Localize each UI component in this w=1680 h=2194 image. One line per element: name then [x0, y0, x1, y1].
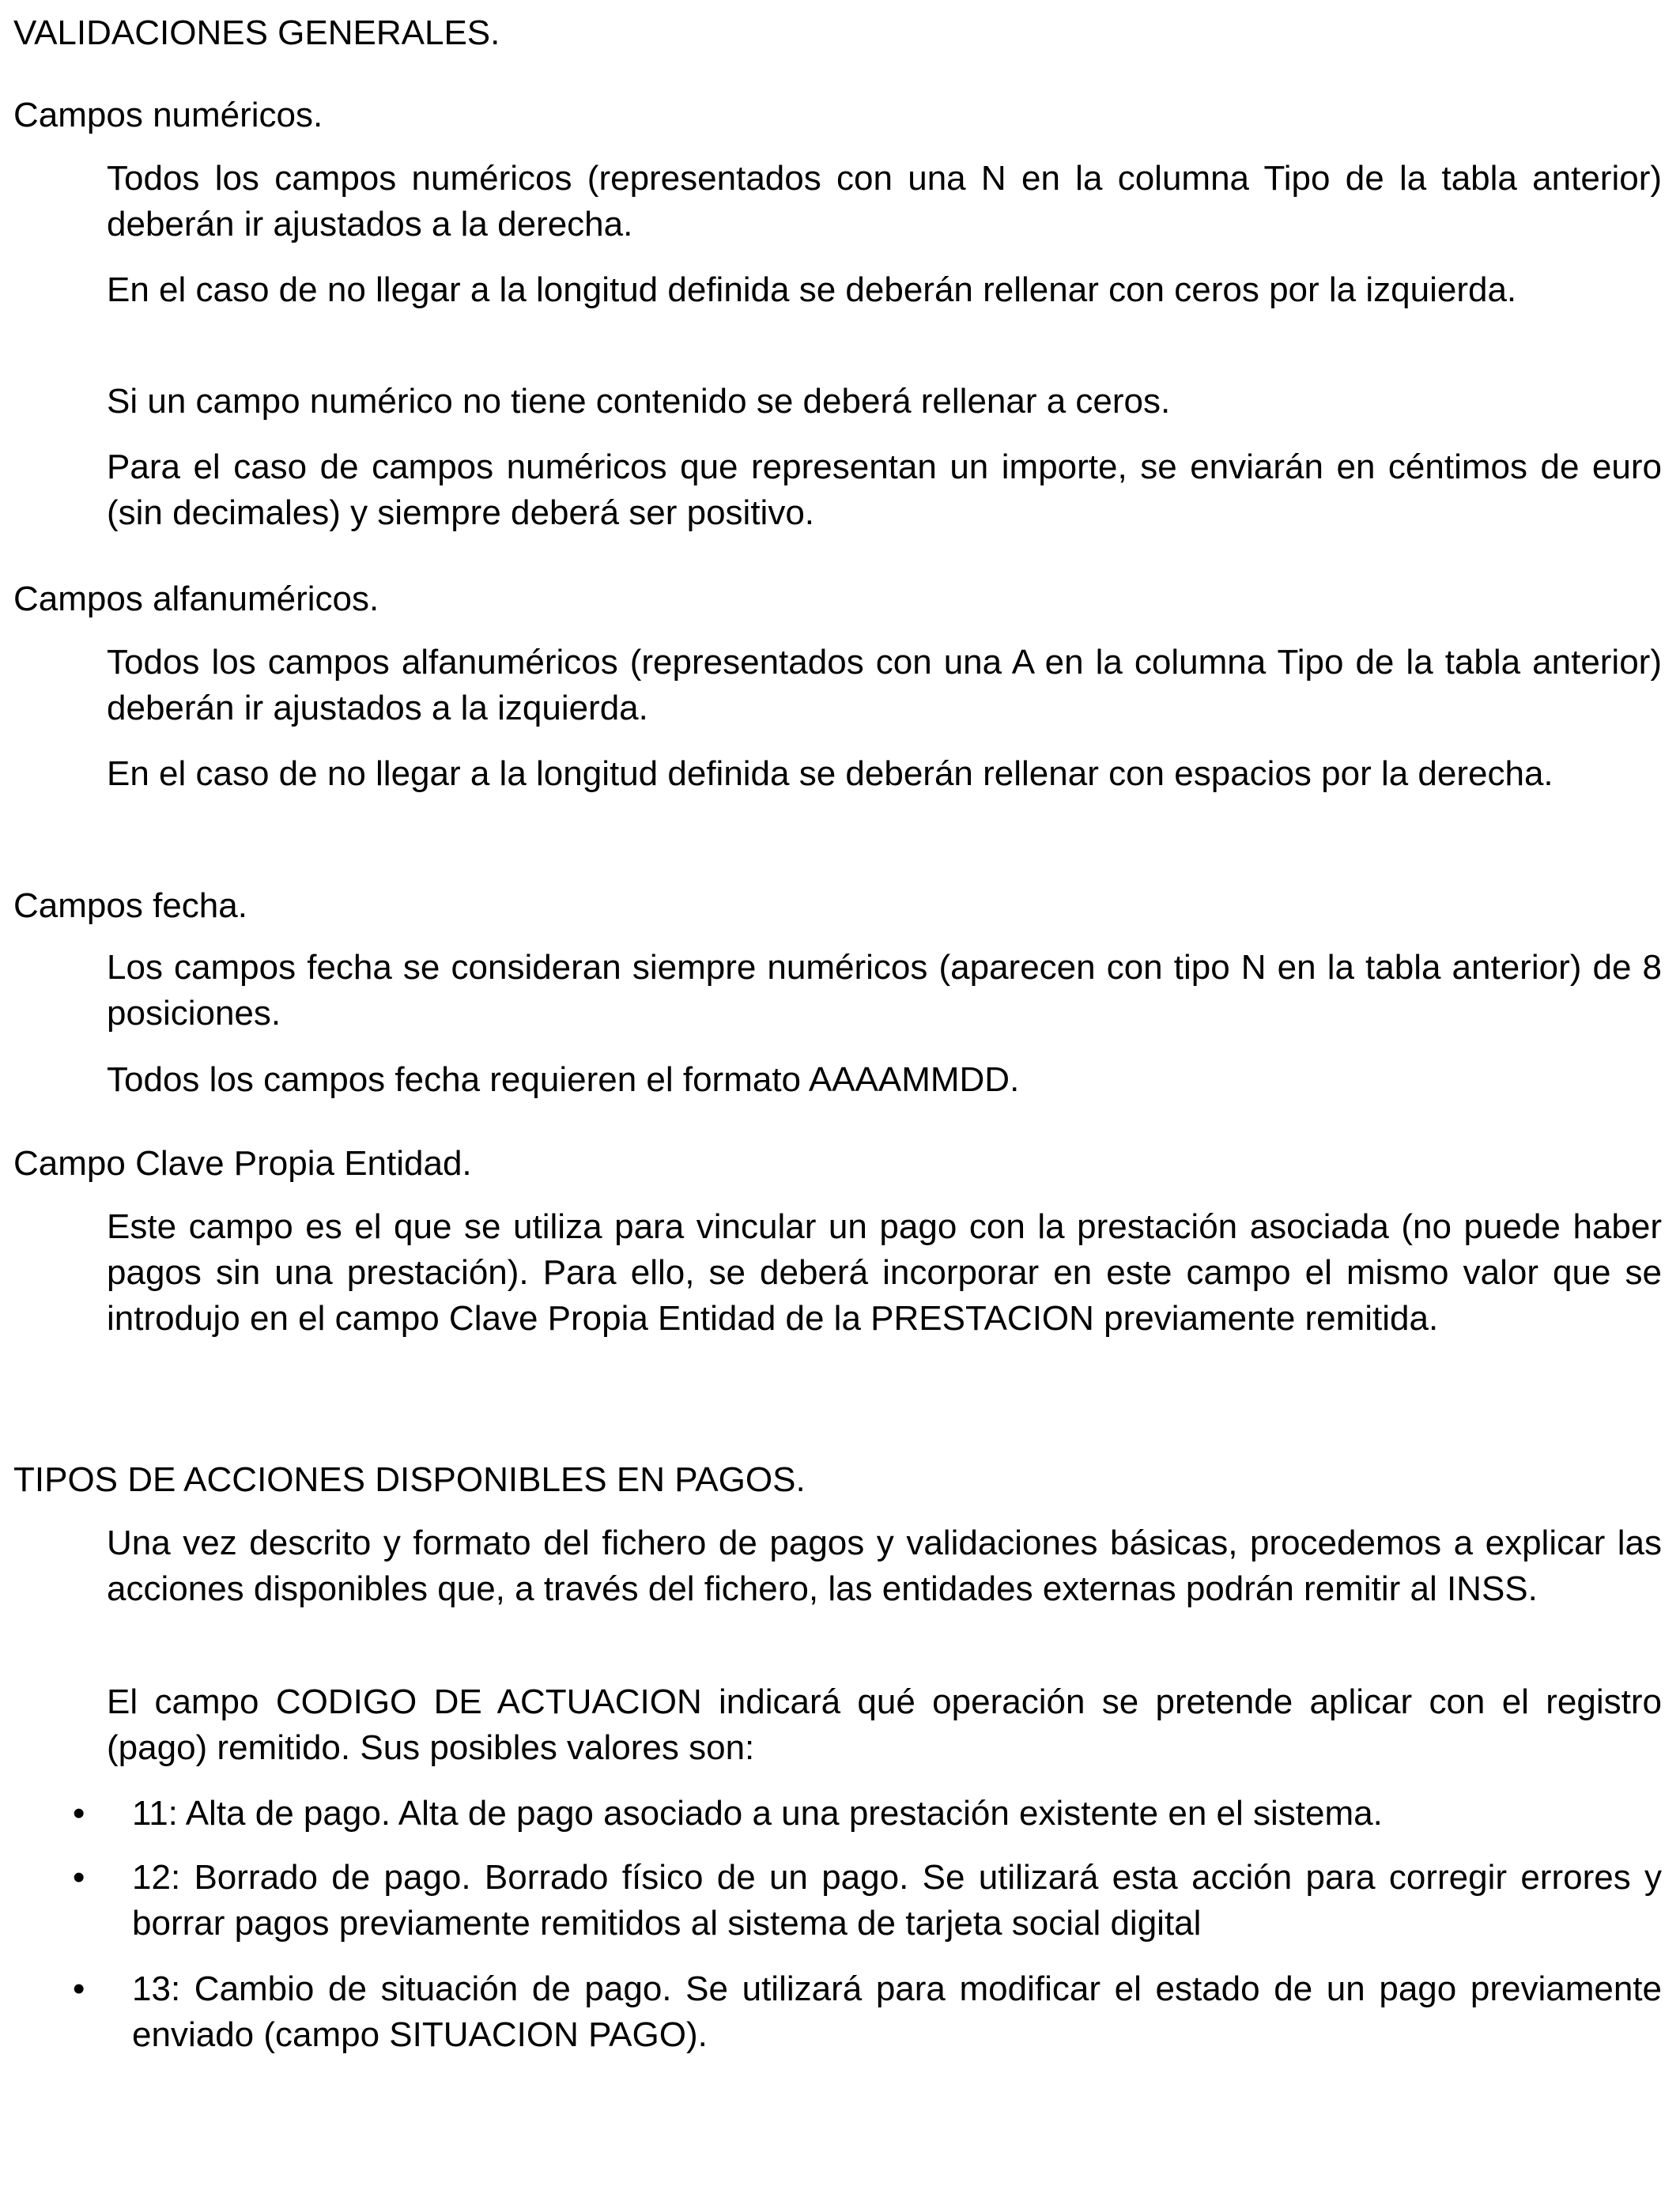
- paragraph-date-type: Los campos fecha se consideran siempre numéricos (aparecen con tipo N en la tabla anterior) de 8 posiciones.: [107, 948, 1662, 1033]
- paragraph-key-description: Este campo es el que se utiliza para vincular un pago con la prestación asociada (no puede haber pagos sin una prestación). Para ello, se deberá incorporar en este campo el mismo valor que se introdujo en el campo Clave Propia Entidad de la PRESTACION previamente remitida.: [107, 1207, 1662, 1338]
- bullet-icon: •: [73, 1969, 85, 2008]
- list-item-text: 12: Borrado de pago. Borrado físico de un pago. Se utilizará esta acción para corregir errores y borrar pagos previamente remitidos al sistema de tarjeta social digital: [132, 1858, 1662, 1943]
- list-item-text: 13: Cambio de situación de pago. Se utilizará para modificar el estado de un pago previamente enviado (campo SITUACION PAGO).: [132, 1969, 1662, 2054]
- bullet-icon: •: [73, 1858, 85, 1897]
- paragraph-actions-intro: Una vez descrito y formato del fichero de pagos y validaciones básicas, procedemos a explicar las acciones disponibles que, a través del fichero, las entidades externas podrán remitir al INSS.: [107, 1524, 1662, 1608]
- paragraph-numeric-padding: En el caso de no llegar a la longitud definida se deberán rellenar con ceros por la izquierda.: [107, 270, 1517, 309]
- section-heading-key: Campo Clave Propia Entidad.: [13, 1144, 472, 1183]
- page-title: VALIDACIONES GENERALES.: [13, 13, 500, 52]
- paragraph-numeric-amount: Para el caso de campos numéricos que representan un importe, se enviarán en céntimos de euro (sin decimales) y siempre deberá ser positivo.: [107, 447, 1662, 532]
- paragraph-alphanumeric-padding: En el caso de no llegar a la longitud definida se deberán rellenar con espacios por la derecha.: [107, 754, 1554, 793]
- bullet-icon: •: [73, 1794, 85, 1833]
- paragraph-date-format: Todos los campos fecha requieren el formato AAAAMMDD.: [107, 1060, 1020, 1099]
- section-heading-date: Campos fecha.: [13, 886, 247, 925]
- section-heading-alphanumeric: Campos alfanuméricos.: [13, 580, 379, 618]
- list-item-text: 11: Alta de pago. Alta de pago asociado a una prestación existente en el sistema.: [132, 1794, 1383, 1833]
- paragraph-numeric-alignment: Todos los campos numéricos (representados con una N en la columna Tipo de la tabla anterior) deberán ir ajustados a la derecha.: [107, 159, 1662, 244]
- paragraph-actions-code: El campo CODIGO DE ACTUACION indicará qué operación se pretende aplicar con el registro (pago) remitido. Sus posibles valores son:: [107, 1682, 1662, 1767]
- paragraph-numeric-empty: Si un campo numérico no tiene contenido se deberá rellenar a ceros.: [107, 382, 1171, 421]
- section-heading-actions: TIPOS DE ACCIONES DISPONIBLES EN PAGOS.: [13, 1460, 806, 1499]
- paragraph-alphanumeric-alignment: Todos los campos alfanuméricos (representados con una A en la columna Tipo de la tabla anterior) deberán ir ajustados a la izquierda.: [107, 643, 1662, 727]
- section-heading-numeric: Campos numéricos.: [13, 96, 323, 134]
